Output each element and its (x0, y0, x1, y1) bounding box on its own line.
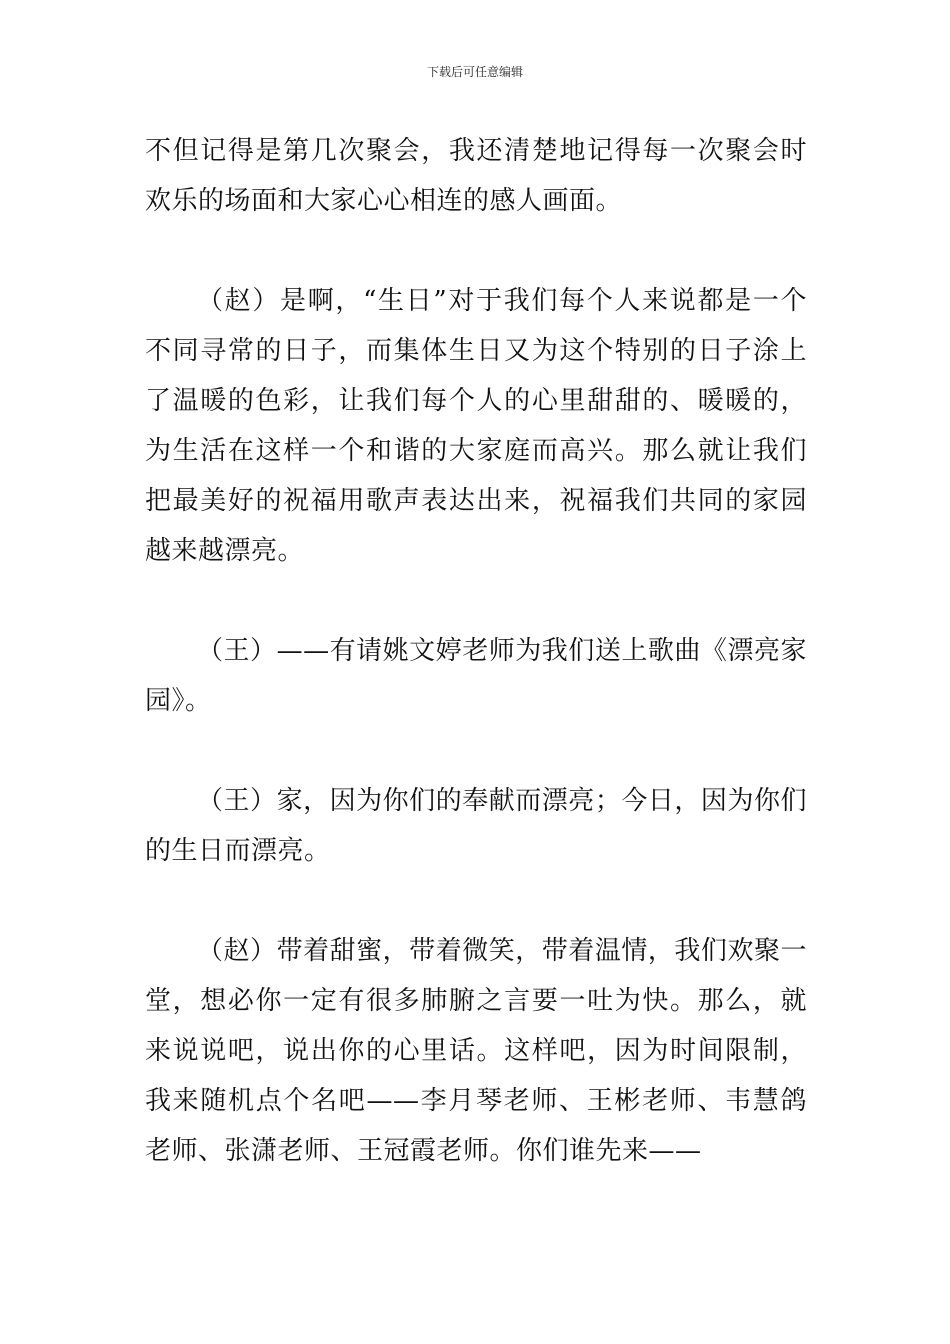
page-header-note: 下载后可任意编辑 (426, 65, 523, 79)
paragraph-1: 不但记得是第几次聚会，我还清楚地记得每一次聚会时欢乐的场面和大家心心相连的感人画面。 (145, 136, 807, 216)
document-body (145, 126, 807, 1176)
paragraph-gap (145, 576, 807, 626)
paragraph-gap (145, 876, 807, 926)
paragraph-gap (145, 726, 807, 776)
paragraph-3: （王）——有请姚文婷老师为我们送上歌曲《漂亮家园》。 (145, 636, 807, 716)
paragraph-4: （王）家，因为你们的奉献而漂亮；今日，因为你们的生日而漂亮。 (145, 786, 807, 866)
paragraph-gap (145, 226, 807, 276)
paragraph-2: （赵）是啊，“生日”对于我们每个人来说都是一个不同寻常的日子，而集体生日又为这个特别的日子涂上了温暖的色彩，让我们每个人的心里甜甜的、暖暖的，为生活在这样一个和谐的大家庭而高兴。那么就让我们把最美好的祝福用歌声表达出来，祝福我们共同的家园越来越漂亮。 (145, 286, 807, 566)
paragraph-5: （赵）带着甜蜜，带着微笑，带着温情，我们欢聚一堂，想必你一定有很多肺腑之言要一吐为快。那么，就来说说吧，说出你的心里话。这样吧，因为时间限制，我来随机点个名吧——李月琴老师、王彬老师、韦慧鸽老师、张潇老师、王冠霞老师。你们谁先来—— (145, 936, 807, 1166)
